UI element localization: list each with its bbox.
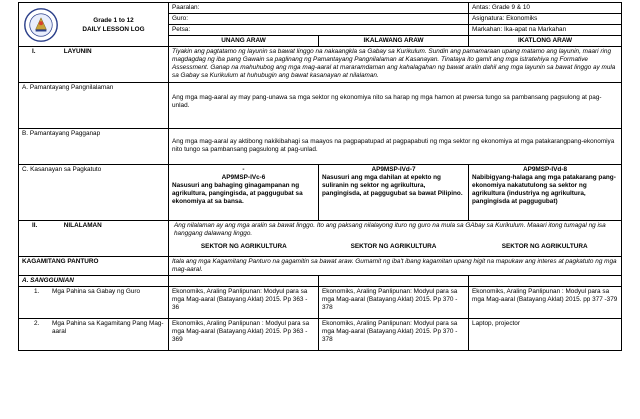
pangnilalaman-text [169,83,622,129]
kagamitang-mag-aaral-day3: Laptop, projector [469,319,622,351]
day-header-1: UNANG ARAW [169,36,319,47]
header-logo-cell [19,3,169,47]
kasanayan-day1-text: Nasusuri ang bahaging ginagampanan ng agrikultura, pangingisda, at paggugubat sa ekonomiya at sa bansa. [172,182,303,205]
pagganap-body: Ang mga mag-aaral ay aktibong nakikibahagi sa maayos na pagpapatupad at pagpapabuti ng mga sektor ng ekonomiya at mga patakarangpang-ekonomiya nito tungo sa pambansang pagsulong at pag-unlad. [172,138,615,153]
sanggunian-empty-2 [319,276,469,287]
kagamitang-mag-aaral-number: 2. [34,320,40,327]
nilalaman-cell [169,221,622,257]
kasanayan-label: C. Kasanayan sa Pagkatuto [19,165,169,221]
kasanayan-day2-code: AP9MSP-IVd-7 [371,166,416,173]
sanggunian-empty-3 [469,276,622,287]
dll-title: DAILY LESSON LOG [82,25,145,33]
deped-seal-icon [21,7,61,43]
gabay-guro-label-cell [19,287,169,319]
kagamitang-mag-aaral-day2: Ekonomiks, Araling Panlipunan: Modyul para sa mga Mag-aaral (Batayang Aklat) 2015. Pp 370 - 378 [319,319,469,351]
antas-field: Antas: Grade 9 & 10 [469,3,622,14]
nilalaman-label-cell [19,221,169,257]
kagamitang-mag-aaral-day1: Ekonomiks, Araling Panlipunan : Modyul para sa mga Mag-aaral (Batayang Aklat) 2015. Pp 363 - 369 [169,319,319,351]
grade-label: Grade 1 to 12 [93,16,134,24]
kagamitang-mag-aaral-label-cell [19,319,169,351]
gabay-guro-number: 1. [34,288,40,295]
sektor-day3: SEKTOR NG AGRIKULTURA [501,243,588,250]
sanggunian-empty-1 [169,276,319,287]
asignatura-field: Asignatura: Ekonomiks [469,14,622,25]
kagamitan-text: Itala ang mga Kagamitang Panturo na gagamitin sa bawat araw. Gumamit ng iba't ibang kagamitan upang higit na mapukaw ang interes at pagkatuto ng mga mag-aaral. [169,257,622,276]
pangnilalaman-label: A. Pamantayang Pangnilalaman [19,83,169,129]
kagamitan-label: KAGAMITANG PANTURO [19,257,169,276]
gabay-guro-day3: Ekonomiks, Araling Panlipunan : Modyul para sa mga Mag-aaral (Batayang Aklat) 2015. pp 377 -379 [469,287,622,319]
layunin-label: LAYUNIN [63,48,92,55]
kagamitang-mag-aaral-label: Mga Pahina sa Kagamitang Pang Mag-aaral [52,320,164,335]
nilalaman-text: Ang nilalaman ay ang mga aralin sa bawat linggo. Ito ang paksang nilalayong ituro ng guro na mula sa GAbay sa Kurikulum. Maaari itong tumagal ng isa hanggang dalawang linggo. [174,222,606,237]
nilalaman-label: NILALAMAN [63,222,102,229]
pagganap-text [169,129,622,165]
layunin-label-cell [19,47,169,83]
sektor-day1: SEKTOR NG AGRIKULTURA [200,243,287,250]
sanggunian-label: A. SANGGUNIAN [19,276,169,287]
day-header-2: IKALAWANG ARAW [319,36,469,47]
guro-field: Guro: [169,14,469,25]
pagganap-label: B. Pamantayang Pagganap [19,129,169,165]
paaralan-field: Paaralan: [169,3,469,14]
pangnilalaman-body: Ang mga mag-aaral ay may pang-unawa sa mga sektor ng ekonomiya nito sa harap ng mga hamon at pwersa tungo sa pambansang pagsulong at pag-unlad. [172,94,602,109]
daily-lesson-log-table [18,2,622,351]
day-header-3: IKATLONG ARAW [469,36,622,47]
kasanayan-day2 [319,165,469,221]
kasanayan-day3-code: AP9MSP-IVd-8 [522,166,568,173]
petsa-field: Petsa: [169,25,469,36]
gabay-guro-label: Mga Pahina sa Gabay ng Guro [52,288,141,295]
kasanayan-day1 [169,165,319,221]
sektor-day2: SEKTOR NG AGRIKULTURA [350,243,437,250]
kasanayan-day2-text: Nasusuri ang mga dahilan at epekto ng suliranin ng sektor ng agrikultura, pangingisda, at paggugubat sa bawat Pilipino. [322,174,463,197]
gabay-guro-day1: Ekonomiks, Araling Panlipunan: Modyul para sa mga Mag-aaral (Batayang Aklat) 2015. Pp 363 - 36 [169,287,319,319]
gabay-guro-day2: Ekonomiks, Araling Panlipunan: Modyul para sa mga Mag-aaral (Batayang Aklat) 2015. Pp 370 - 378 [319,287,469,319]
kasanayan-day3 [469,165,622,221]
kasanayan-day1-dash: - [242,166,245,173]
kasanayan-day3-text: Nabibigyang-halaga ang mga patakarang pang-ekonomiya nakatutulong sa sektor ng agrikultura (industriya ng agrikultura, pangingisda at paggugubat) [472,174,616,205]
layunin-number: I. [32,48,36,55]
markahan-field: Markahan: Ika-apat na Markahan [469,25,622,36]
kasanayan-day1-code: AP9MSP-IVc-6 [221,174,266,181]
nilalaman-number: II. [32,222,38,229]
layunin-text: Tiyakin ang pagtatamo ng layunin sa bawat linggo na nakaangkla sa Gabay sa Kurikulum. Sundin ang pamamaraan upang matamo ang layunin, maari ring magdagdag ng iba pang Gawain sa paglinang ng Pamantayang Pangnilalaman at Kasanayan. Tinataya ito gamit ang mga istratehiya ng Formative Assessment. Ganap na mahuhubog ang mga mag-aaral at mararamdaman ang kahalagahan ng bawat aralin dahil ang mga layunin sa bawat linggo ay mula sa Gabay sa Kurikulum at huhubugin ang bawat kasanayan at nilalaman. [169,47,622,83]
